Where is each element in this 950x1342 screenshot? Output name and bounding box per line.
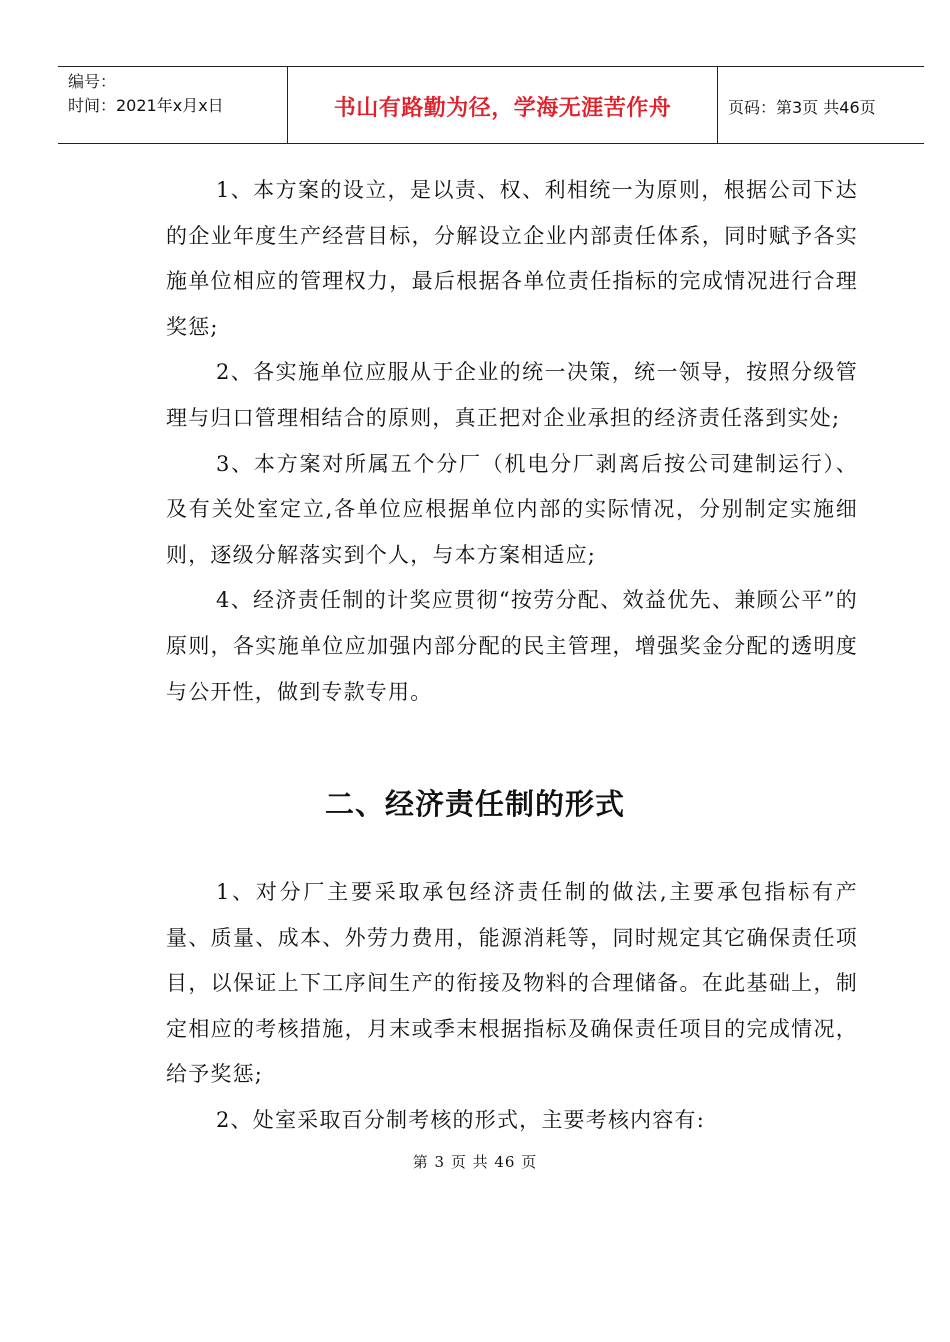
paragraph-1: 1、本方案的设立，是以责、权、利相统一为原则，根据公司下达的企业年度生产经营目标，分解设立企业内部责任体系，同时赋予各实施单位相应的管理权力，最后根据各单位责任指标的完成情况进行合理奖惩; (166, 178, 858, 339)
section2-body (166, 870, 858, 1144)
number-label: 编号： (68, 72, 117, 91)
header-page-cell (718, 67, 924, 143)
page-info: 页码：第3页 共46页 (728, 98, 876, 117)
page-footer: 第 3 页 共 46 页 (412, 1153, 538, 1171)
paragraph-2: 2、各实施单位应服从于企业的统一决策，统一领导，按照分级管理与归口管理相结合的原则，真正把对企业承担的经济责任落到实处; (166, 360, 858, 430)
motto: 书山有路勤为径，学海无涯苦作舟 (333, 96, 672, 121)
paragraph-5: 1、对分厂主要采取承包经济责任制的做法,主要承包指标有产量、质量、成本、外劳力费用，能源消耗等，同时规定其它确保责任项目，以保证上下工序间生产的衔接及物料的合理储备。在此基础上，制定相应的考核措施，月末或季末根据指标及确保责任项目的完成情况，给予奖惩; (166, 880, 858, 1087)
section1-body (166, 168, 858, 715)
section-heading: 二、经济责任制的形式 (324, 787, 625, 821)
header-table (58, 66, 924, 144)
header-meta-cell (58, 67, 288, 143)
header-motto-cell (288, 67, 718, 143)
time-label: 时间：2021年x月x日 (68, 96, 224, 115)
paragraph-4: 4、经济责任制的计奖应贯彻“按劳分配、效益优先、兼顾公平”的原则，各实施单位应加强内部分配的民主管理，增强奖金分配的透明度与公开性，做到专款专用。 (166, 588, 858, 704)
paragraph-3: 3、本方案对所属五个分厂（机电分厂剥离后按公司建制运行）、及有关处室定立,各单位应根据单位内部的实际情况，分别制定实施细则，逐级分解落实到个人，与本方案相适应; (166, 451, 858, 567)
paragraph-6: 2、处室采取百分制考核的形式，主要考核内容有: (216, 1107, 706, 1132)
